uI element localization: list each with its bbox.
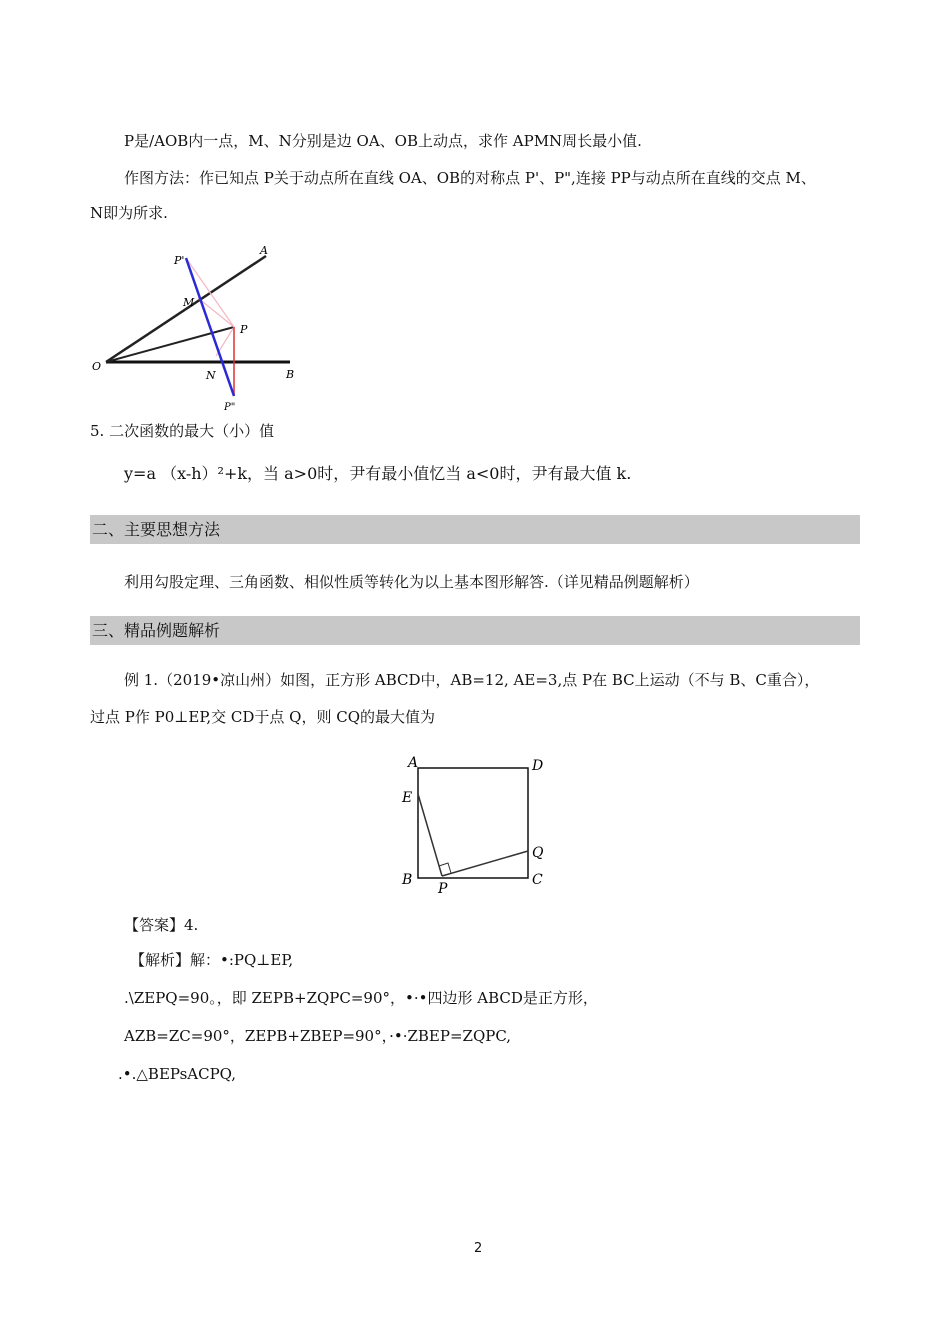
label-p-double-prime: P" (224, 402, 236, 413)
paragraph-construction-method: 作图方法：作已知点 P关于动点所在直线 OA、OB的对称点 P'、P",连接 PP与动点所在直线的交点 M、 (124, 169, 816, 187)
label-o: O (92, 360, 102, 373)
section-3-header (90, 616, 860, 645)
paragraph-construction-method-cont: N即为所求. (90, 204, 168, 222)
label-a: A (260, 244, 268, 257)
segment-ep (418, 794, 442, 876)
label-c: C (532, 872, 543, 888)
example-1-line-1: 例 1.（2019•凉山州）如图，正方形 ABCD中，AB=12, AE=3,点 P在 BC上运动（不与 B、C重合）， (124, 671, 820, 689)
section-2-body: 利用勾股定理、三角函数、相似性质等转化为以上基本图形解答.（详见精品例题解析） (124, 573, 699, 591)
section-3-title: 三、精品例题解析 (92, 621, 221, 640)
label-b: B (402, 872, 413, 888)
label-e: E (402, 790, 413, 806)
ray-oa (106, 256, 266, 362)
example-1-line-2: 过点 P作 P0⊥EP,交 CD于点 Q，则 CQ的最大值为 (90, 708, 436, 726)
square-abcd (418, 768, 528, 878)
helper-line-pink-2 (198, 298, 234, 327)
analysis-line-3: AZB=ZC=90°，ZEPB+ZBEP=90°，·•·ZBEP=ZQPC, (124, 1027, 512, 1045)
label-n: N (206, 369, 216, 382)
page-number: 2 (474, 1241, 483, 1256)
helper-line-pink-1 (186, 258, 234, 327)
segment-pq (442, 851, 528, 876)
analysis-line-1: 【解析】解：•:PQ⊥EP, (130, 951, 294, 969)
label-m: M (183, 296, 195, 309)
paragraph-problem-statement: P是/AOB内一点，M、N分别是边 OA、OB上动点，求作 APMN周长最小值. (124, 132, 642, 150)
item-5-formula: y=a （x-h）²+k，当 a>0时，尹有最小值忆当 a<0时，尹有最大值 k. (124, 464, 632, 483)
label-p-prime: P' (174, 254, 185, 267)
figure-square-abcd (396, 750, 556, 900)
label-p: P (240, 323, 248, 336)
label-d: D (532, 758, 544, 774)
item-5-heading: 5. 二次函数的最大（小）值 (90, 422, 275, 440)
label-a: A (408, 755, 419, 771)
label-p: P (438, 881, 448, 897)
label-q: Q (532, 845, 544, 861)
analysis-line-4: .•.△BEPsACPQ, (118, 1065, 237, 1083)
answer-line: 【答案】4. (124, 916, 199, 934)
label-b: B (286, 368, 295, 381)
figure-angle-reflection (88, 238, 308, 418)
section-2-header (90, 515, 860, 544)
analysis-line-2: .\ZEPQ=90。，即 ZEPB+ZQPC=90°，•·•四边形 ABCD是正方形， (124, 989, 598, 1007)
section-2-title: 二、主要思想方法 (92, 520, 221, 539)
